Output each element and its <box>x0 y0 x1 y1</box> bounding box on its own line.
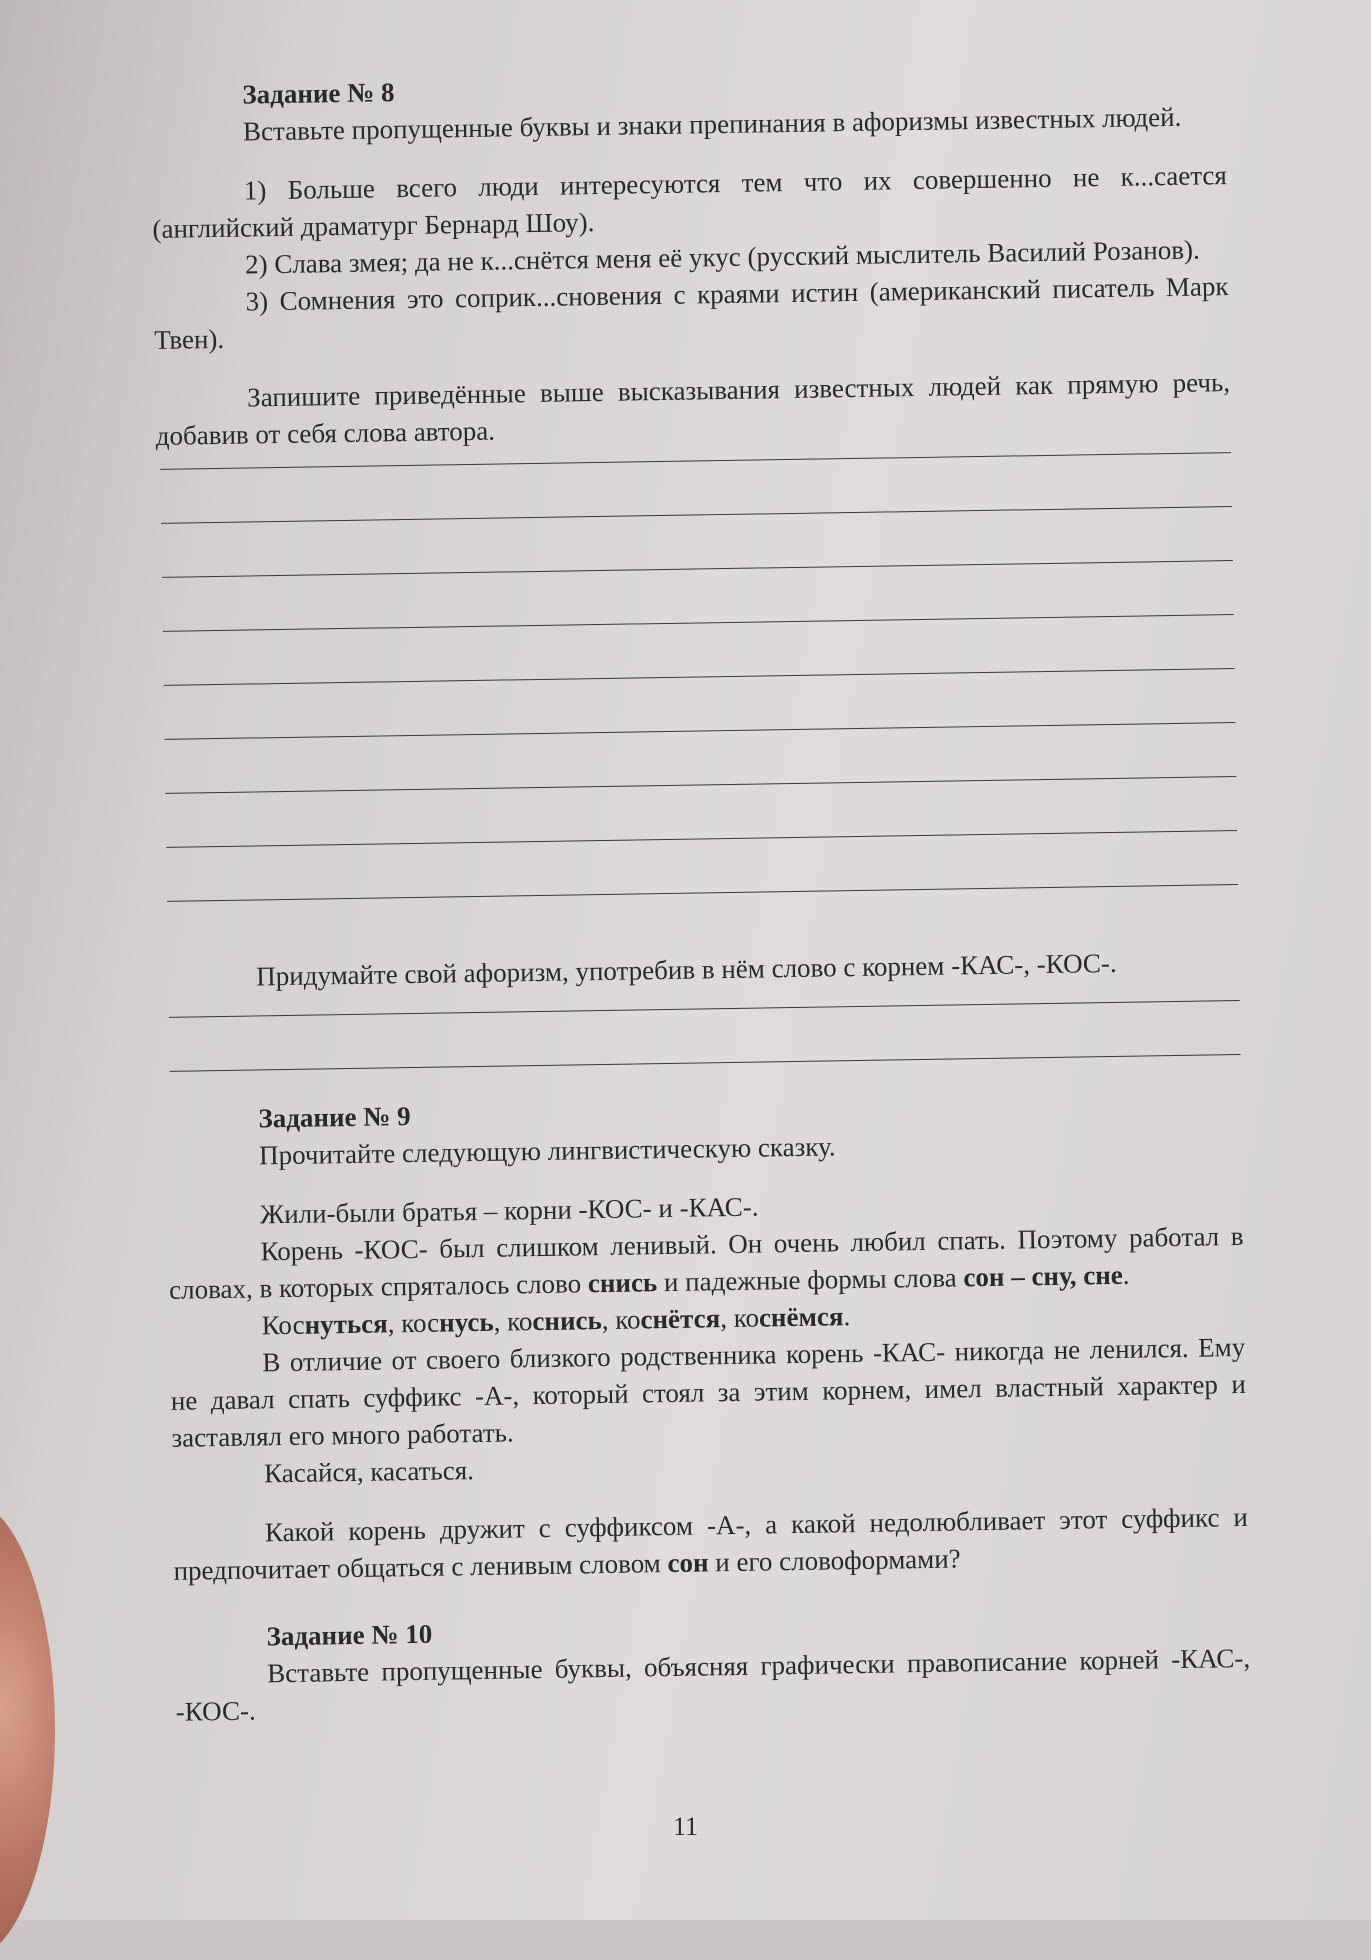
answer-lines-block-1 <box>156 438 1238 902</box>
task8-item-2: 2) Слава змея; да не к...снётся меня её укус (русский мыслитель Василий Розанов). <box>244 234 1200 280</box>
task8-aphorism-prompt: Придумайте свой афоризм, употребив в нём слово с корнем -КАС-, -КОС-. <box>256 947 1117 992</box>
task8-item-3: 3) Сомнения это соприк...сновения с краями истин (американский писатель Марк Твен). <box>154 271 1229 355</box>
task9-question: Какой корень дружит с суффиксом -А-, а какой недолюбливает этот суффикс и предпочитает общаться с ленивым словом сон и его словоформами? <box>173 1501 1249 1586</box>
task9-para2: В отличие от своего близкого родственника корень -КАС- никогда не ленился. Ему не давал спать суффикс -А-, который стоял за этим корнем, имел властный характер и заставлял его много работать. <box>170 1331 1247 1453</box>
task8-heading: Задание № 8 <box>242 77 395 110</box>
page-number: 11 <box>672 1812 699 1841</box>
task10-heading: Задание № 10 <box>266 1618 433 1652</box>
task9-heading: Задание № 9 <box>258 1101 411 1134</box>
finger-shadow <box>0 1500 55 1960</box>
task9-instruction: Прочитайте следующую лингвистическую сказку. <box>258 1131 836 1171</box>
task8-item-1: 1) Больше всего люди интересуются тем что их совершенно не к...сается (английский драматург Бернард Шоу). <box>152 160 1228 244</box>
task8-instruction: Вставьте пропущенные буквы и знаки препинания в афоризмы известных людей. <box>242 101 1182 147</box>
task9-para1: Корень -КОС- был слишком ленивый. Он очень любил спать. Поэтому работал в словах, в которых спряталось слово снись и падежные формы слова сон – сну, сне. <box>168 1220 1244 1305</box>
task10-instruction: Вставьте пропущенные буквы, объясняя графически правописание корней -КАС-, -КОС-. <box>175 1642 1251 1727</box>
page-content <box>150 53 1251 1731</box>
task9-words-kos: Коснуться, коснусь, коснись, коснётся, коснёмся. <box>261 1301 851 1341</box>
task9-intro: Жили-были братья – корни -КОС- и -КАС-. <box>259 1191 759 1230</box>
task9-words-kas: Касайся, касаться. <box>263 1455 475 1489</box>
task8-rewrite-instruction: Запишите приведённые выше высказывания известных людей как прямую речь, добавив от себя слова автора. <box>155 367 1231 451</box>
